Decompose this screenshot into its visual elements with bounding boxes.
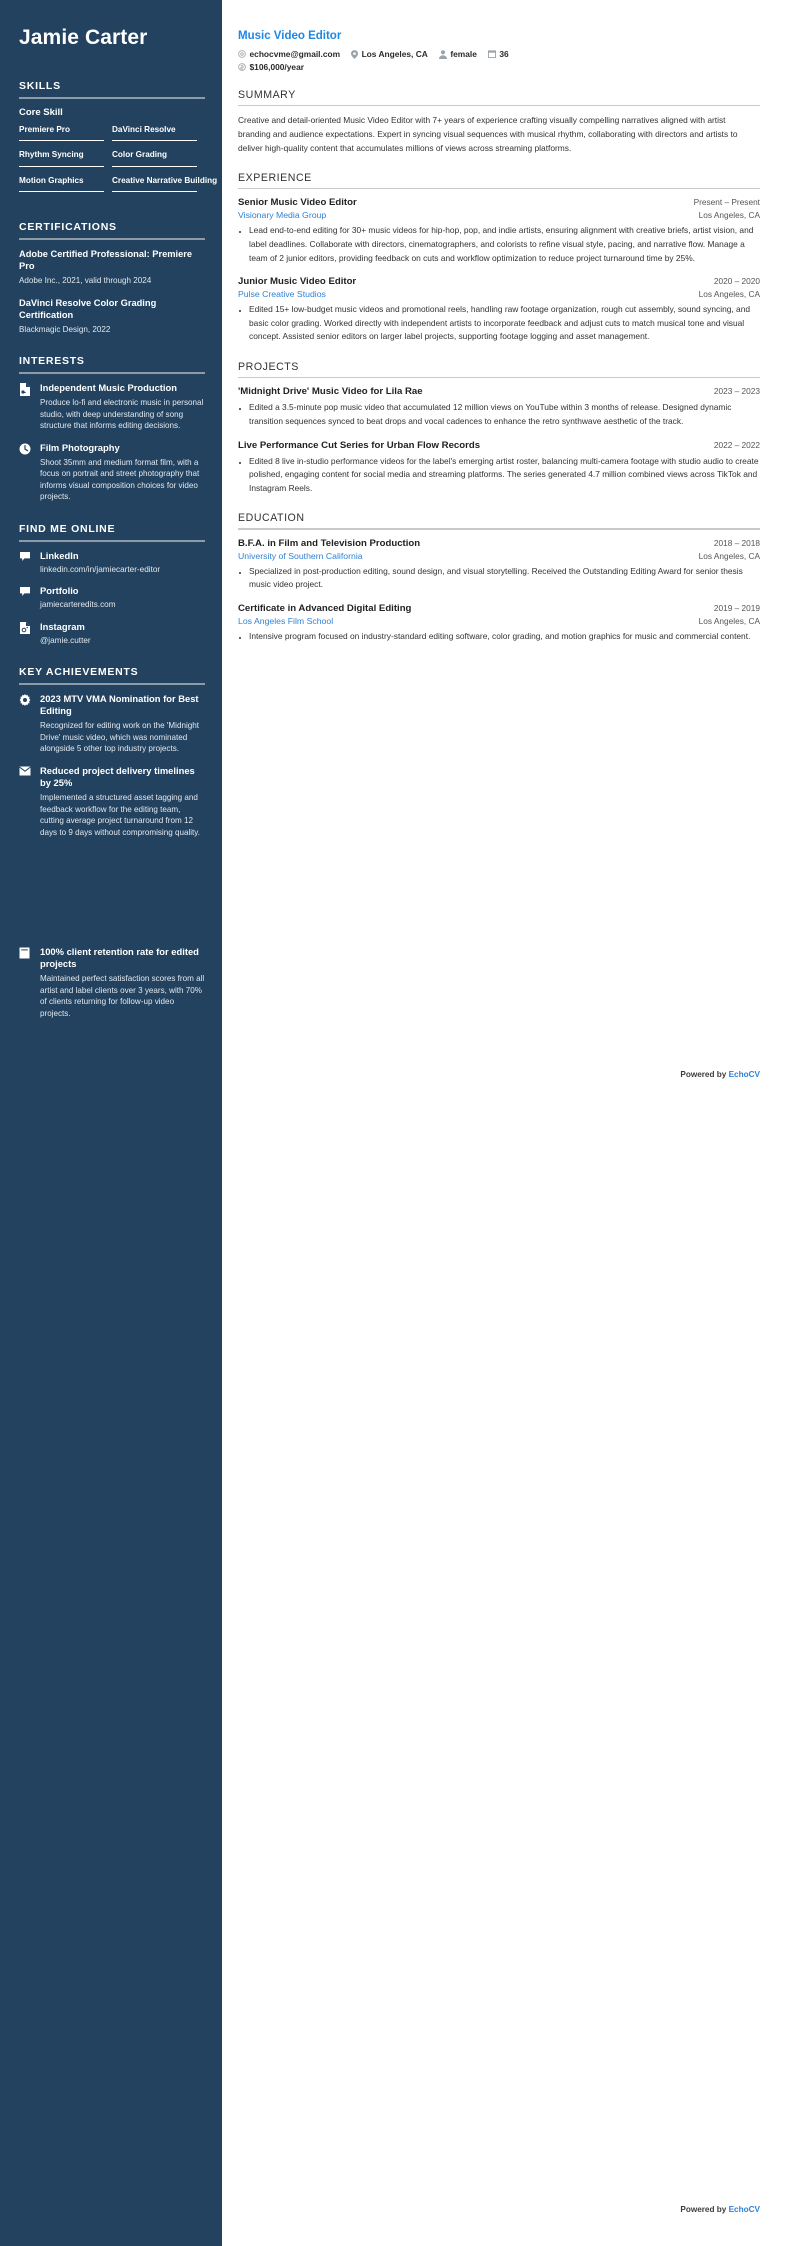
- interests-heading: INTERESTS: [19, 355, 85, 368]
- education-entry: [238, 538, 760, 592]
- sidebar-section-find-me-online: [19, 523, 205, 646]
- instagram-icon: [19, 621, 34, 646]
- location-icon: [351, 50, 358, 59]
- skill-item: [19, 176, 112, 192]
- achievement-title: 2023 MTV VMA Nomination for Best Editing: [40, 692, 199, 716]
- summary-text: Creative and detail-oriented Music Video Editor with 7+ years of experience crafting visually compelling narratives aligned with artist branding and audience expectations. Expert in syncing visual sequences with musical rhythm, collaborating with directors and artists to deliver high-quality content that accumulates millions of views across streaming platforms.: [238, 115, 738, 153]
- contact-email[interactable]: [238, 49, 340, 59]
- interests-divider: [19, 372, 205, 374]
- entry-location: Los Angeles, CA: [698, 615, 760, 626]
- entry-bullets: [238, 401, 760, 428]
- skill-bar: [112, 191, 197, 192]
- job-title: Music Video Editor: [238, 30, 342, 42]
- section-experience: [238, 172, 760, 344]
- skill-item: [112, 150, 205, 166]
- skill-bar: [19, 140, 104, 141]
- entry-bullets: [238, 224, 760, 265]
- main-content: [222, 0, 794, 655]
- skill-label: Creative Narrative Building: [112, 175, 218, 185]
- link-item-linkedin[interactable]: [19, 550, 205, 575]
- entry-date: 2023 – 2023: [713, 386, 760, 397]
- person-icon: [439, 50, 447, 59]
- entry-role: Senior Music Video Editor: [238, 197, 357, 209]
- achievement-desc: Recognized for editing work on the 'Midnight Drive' music video, which was nominated alongside 5 other top industry projects.: [40, 721, 200, 754]
- certification-meta: Blackmagic Design, 2022: [19, 324, 111, 334]
- entry-role: Certificate in Advanced Digital Editing: [238, 602, 412, 614]
- section-projects: [238, 361, 760, 495]
- contact-row-1: [238, 49, 760, 59]
- clock-icon: [19, 442, 34, 503]
- document-icon: [19, 382, 34, 432]
- sidebar-section-certifications: [19, 221, 205, 335]
- project-entry: [238, 440, 760, 496]
- entry-location: Los Angeles, CA: [698, 550, 760, 561]
- note-icon: [19, 946, 34, 1019]
- entry-organization: Pulse Creative Studios: [238, 289, 326, 300]
- contact-row-2: [238, 62, 760, 72]
- achievement-title: Reduced project delivery timelines by 25%: [40, 764, 195, 788]
- link-label: Portfolio: [40, 585, 79, 597]
- key-achievements-heading: KEY ACHIEVEMENTS: [19, 665, 139, 678]
- entry-role: Live Performance Cut Series for Urban Flow Records: [238, 439, 481, 451]
- sidebar-section-interests: [19, 355, 205, 503]
- entry-bullets: [238, 303, 760, 344]
- skill-item: [112, 175, 218, 192]
- skill-label: Motion Graphics: [19, 175, 84, 185]
- contact-gender: [439, 49, 477, 59]
- contact-age-text: 36: [499, 49, 509, 59]
- skill-label: Premiere Pro: [19, 125, 70, 135]
- entry-role: Junior Music Video Editor: [238, 276, 357, 288]
- education-divider: [238, 528, 760, 529]
- achievement-spacer: [19, 848, 205, 946]
- entry-bullets: [238, 565, 760, 592]
- skill-label: DaVinci Resolve: [112, 125, 176, 135]
- experience-heading: EXPERIENCE: [238, 172, 312, 185]
- powered-by-brand: EchoCV: [728, 2205, 760, 2214]
- skill-item: [19, 125, 112, 141]
- skill-bar: [112, 140, 197, 141]
- skill-bar: [19, 166, 104, 167]
- certification-item: [19, 297, 205, 336]
- salary-icon: [238, 63, 246, 71]
- bullet: • Edited 8 live in-studio performance videos for the label's emerging artist roster, balancing multi-camera footage with studio audio to create polished, engaging content for social media and streaming platforms. The series generated 4.7 million combined views across TikTok and Instagram Reels.: [249, 455, 760, 496]
- skills-heading: SKILLS: [19, 80, 61, 93]
- experience-entry: [238, 276, 760, 344]
- interest-item: [19, 442, 205, 503]
- summary-heading: SUMMARY: [238, 89, 296, 101]
- gear-icon: [19, 693, 34, 755]
- entry-date: 2020 – 2020: [713, 276, 760, 287]
- link-label: LinkedIn: [40, 549, 79, 561]
- entry-organization: University of Southern California: [238, 550, 363, 561]
- summary-divider: [238, 105, 760, 106]
- skill-item: [112, 125, 205, 141]
- email-icon: [238, 50, 246, 58]
- mail-icon: [19, 765, 34, 838]
- section-education: [238, 512, 760, 643]
- contact-salary: [238, 62, 304, 72]
- skills-divider: [19, 97, 205, 99]
- sidebar-section-skills: [19, 80, 218, 201]
- certification-item: [19, 248, 205, 287]
- achievement-desc: Implemented a structured asset tagging and feedback workflow for the editing team, cutting average project turnaround from 12 days to 9 days without compromising quality.: [40, 793, 201, 837]
- certification-meta: Adobe Inc., 2021, valid through 2024: [19, 275, 152, 285]
- interest-title: Independent Music Production: [40, 382, 177, 394]
- link-label: Instagram: [40, 620, 85, 632]
- find-me-online-divider: [19, 540, 205, 542]
- certifications-heading: CERTIFICATIONS: [19, 220, 117, 233]
- entry-bullets: [238, 455, 760, 496]
- projects-heading: PROJECTS: [238, 361, 299, 374]
- link-value[interactable]: linkedin.com/in/jamiecarter-editor: [40, 565, 161, 575]
- entry-bullets: [238, 630, 760, 644]
- powered-by-footer: [680, 1070, 760, 1079]
- experience-divider: [238, 188, 760, 189]
- certifications-divider: [19, 238, 205, 240]
- entry-role: 'Midnight Drive' Music Video for Lila Rae: [238, 386, 423, 398]
- achievement-item: [19, 693, 205, 755]
- powered-by-prefix: Powered by: [680, 2205, 729, 2214]
- contact-location-text: Los Angeles, CA: [361, 49, 428, 59]
- link-item-instagram[interactable]: [19, 621, 205, 646]
- link-item-portfolio[interactable]: [19, 585, 205, 610]
- core-skill-label: Core Skill: [19, 107, 63, 119]
- bullet: • Edited 15+ low-budget music videos and promotional reels, handling raw footage organization, rough cut assembly, sound syncing, and basic color grading. Worked directly with independent artists to incorporate feedback and adjust cuts to match musical tone and visual concept. Assisted senior editors on larger label projects, supporting footage logging and asset management.: [249, 303, 760, 344]
- speech-bubble-icon: [19, 550, 34, 575]
- contact-age: [488, 49, 509, 59]
- entry-date: Present – Present: [693, 197, 760, 208]
- contact-email-text: echocvme@gmail.com: [249, 49, 341, 59]
- contact-location: [351, 49, 428, 59]
- entry-location: Los Angeles, CA: [698, 289, 760, 300]
- entry-date: 2019 – 2019: [713, 602, 760, 613]
- project-entry: [238, 386, 760, 428]
- skills-grid: [19, 125, 218, 201]
- interest-desc: Produce lo-fi and electronic music in personal studio, with deep understanding of song structure that informs editing decisions.: [40, 398, 204, 431]
- calendar-icon: [488, 50, 496, 58]
- find-me-online-heading: FIND ME ONLINE: [19, 522, 116, 535]
- sidebar: [0, 0, 222, 2246]
- bullet: • Lead end-to-end editing for 30+ music videos for hip-hop, pop, and indie artists, ensuring alignment with creative briefs, artist vision, and label deadlines. Collaborate with directors, cinematographers, and colorists to refine visual style, pacing, and narrative flow. Manage a team of 2 junior editors, providing feedback on cuts and workflow optimization to reduce project turnaround time by 25%.: [249, 224, 760, 265]
- candidate-name: Jamie Carter: [19, 26, 148, 49]
- interest-item: [19, 382, 205, 432]
- achievement-item: [19, 765, 205, 838]
- contact-salary-text: $106,000/year: [249, 62, 304, 72]
- entry-date: 2022 – 2022: [713, 439, 760, 450]
- powered-by-brand: EchoCV: [728, 1070, 760, 1079]
- achievement-title: 100% client retention rate for edited projects: [40, 946, 199, 970]
- skill-bar: [19, 191, 104, 192]
- entry-location: Los Angeles, CA: [698, 210, 760, 221]
- bullet: • Edited a 3.5-minute pop music video that accumulated 12 million views on YouTube within 3 months of release. Designed dynamic transition sequences synced to beat drops and vocal cadences to enhance the retro synthwave aesthetic of the track.: [249, 401, 760, 428]
- achievement-desc: Maintained perfect satisfaction scores from all artist and label clients over 3 years, with 70% of clients returning for follow-up video projects.: [40, 974, 205, 1018]
- education-heading: EDUCATION: [238, 512, 305, 525]
- contact-gender-text: female: [450, 49, 477, 59]
- education-entry: [238, 603, 760, 644]
- speech-bubble-icon: [19, 585, 34, 610]
- entry-date: 2018 – 2018: [713, 537, 760, 548]
- achievement-item: [19, 946, 205, 1019]
- interest-title: Film Photography: [40, 441, 120, 453]
- powered-by-footer: [680, 2205, 760, 2214]
- certification-title: Adobe Certified Professional: Premiere Pro: [19, 248, 193, 272]
- section-summary: [238, 89, 760, 155]
- bullet: • Specialized in post-production editing, sound design, and visual storytelling. Received the Outstanding Editing Award for senior thesis music video project.: [249, 565, 760, 592]
- experience-entry: [238, 197, 760, 265]
- link-value[interactable]: @jamie.cutter: [40, 635, 91, 645]
- certification-title: DaVinci Resolve Color Grading Certification: [19, 297, 157, 321]
- skill-item: [19, 150, 112, 166]
- skill-bar: [112, 166, 197, 167]
- key-achievements-divider: [19, 683, 205, 685]
- sidebar-section-key-achievements: [19, 666, 205, 1020]
- entry-organization: Visionary Media Group: [238, 210, 327, 221]
- link-value[interactable]: jamiecarteredits.com: [40, 600, 116, 610]
- bullet: • Intensive program focused on industry-standard editing software, color grading, and motion graphics for music and commercial content.: [249, 630, 760, 644]
- skill-label: Rhythm Syncing: [19, 150, 84, 160]
- skill-label: Color Grading: [112, 150, 168, 160]
- interest-desc: Shoot 35mm and medium format film, with a focus on portrait and street photography that informs visual composition choices for video projects.: [40, 458, 200, 502]
- entry-role: B.F.A. in Film and Television Production: [238, 537, 421, 549]
- projects-divider: [238, 377, 760, 378]
- entry-organization: Los Angeles Film School: [238, 615, 334, 626]
- powered-by-prefix: Powered by: [680, 1070, 729, 1079]
